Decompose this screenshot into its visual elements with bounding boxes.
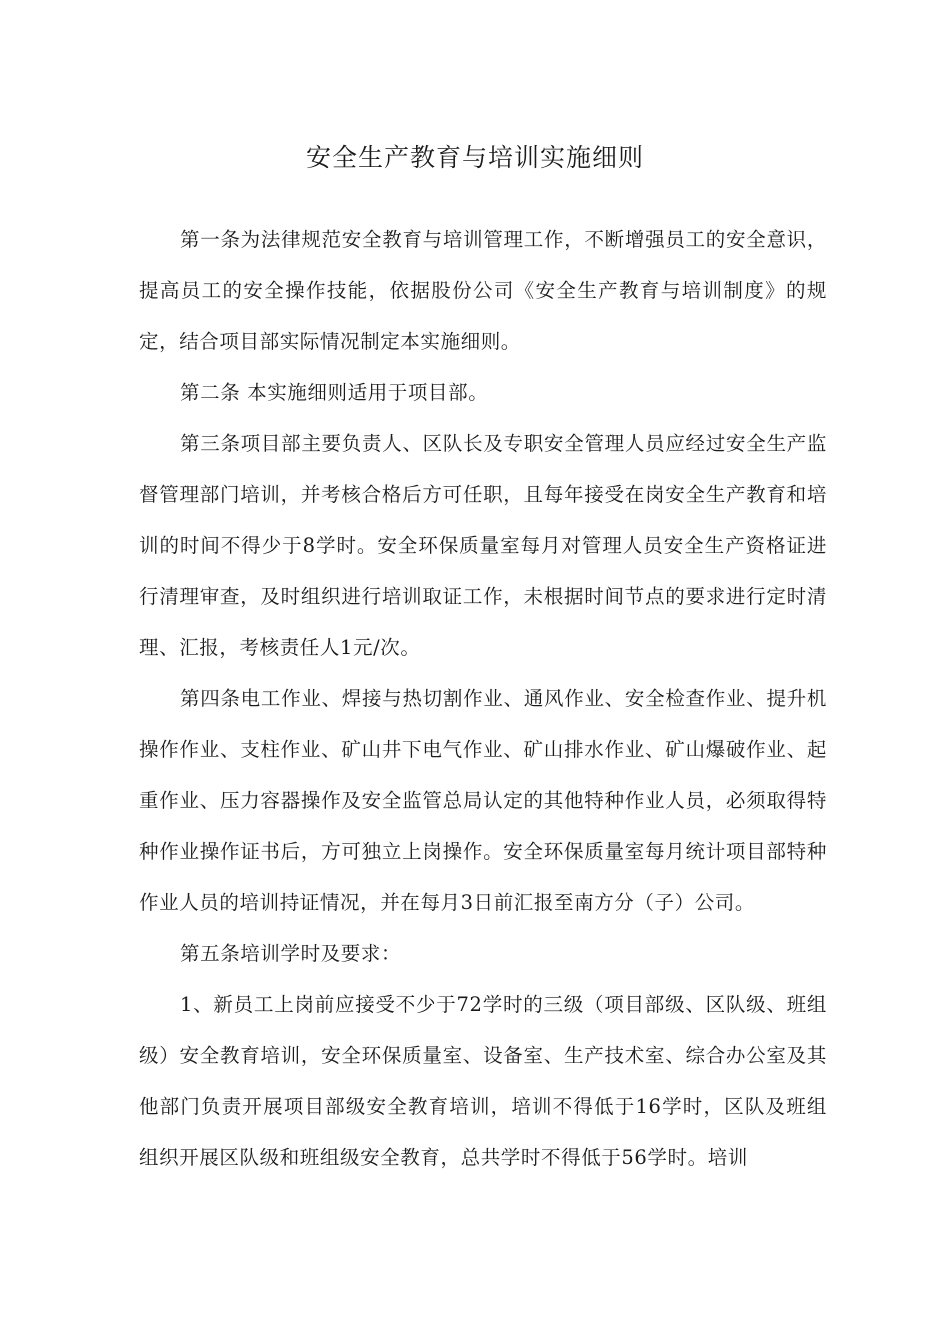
document-title: 安全生产教育与培训实施细则 xyxy=(305,143,644,172)
article-1-paragraph: 第一条为法律规范安全教育与培训管理工作，不断增强员工的安全意识，提高员工的安全操作技能，依据股份公司《安全生产教育与培训制度》的规定，结合项目部实际情况制定本实施细则。 xyxy=(139,228,827,353)
article-5-paragraph: 第五条培训学时及要求： xyxy=(180,942,402,965)
article-3-paragraph: 第三条项目部主要负责人、区队长及专职安全管理人员应经过安全生产监督管理部门培训，并考核合格后方可任职，且每年接受在岗安全生产教育和培训的时间不得少于8学时。安全环保质量室每月对管理人员安全生产资格证进行清理审查，及时组织进行培训取证工作，未根据时间节点的要求进行定时清理、汇报，考核责任人1元/次。 xyxy=(139,432,827,659)
article-2-paragraph: 第二条 本实施细则适用于项目部。 xyxy=(180,381,489,404)
article-5-item-1-paragraph: 1、新员工上岗前应接受不少于72学时的三级（项目部级、区队级、班组级）安全教育培训，安全环保质量室、设备室、生产技术室、综合办公室及其他部门负责开展项目部级安全教育培训，培训不得低于16学时，区队及班组组织开展区队级和班组级安全教育，总共学时不得低于56学时。培训 xyxy=(139,993,827,1169)
document-body xyxy=(139,214,827,1183)
article-4-paragraph: 第四条电工作业、焊接与热切割作业、通风作业、安全检查作业、提升机操作作业、支柱作业、矿山井下电气作业、矿山排水作业、矿山爆破作业、起重作业、压力容器操作及安全监管总局认定的其他特种作业人员，必须取得特种作业操作证书后，方可独立上岗操作。安全环保质量室每月统计项目部特种作业人员的培训持证情况，并在每月3日前汇报至南方分（子）公司。 xyxy=(139,687,827,914)
